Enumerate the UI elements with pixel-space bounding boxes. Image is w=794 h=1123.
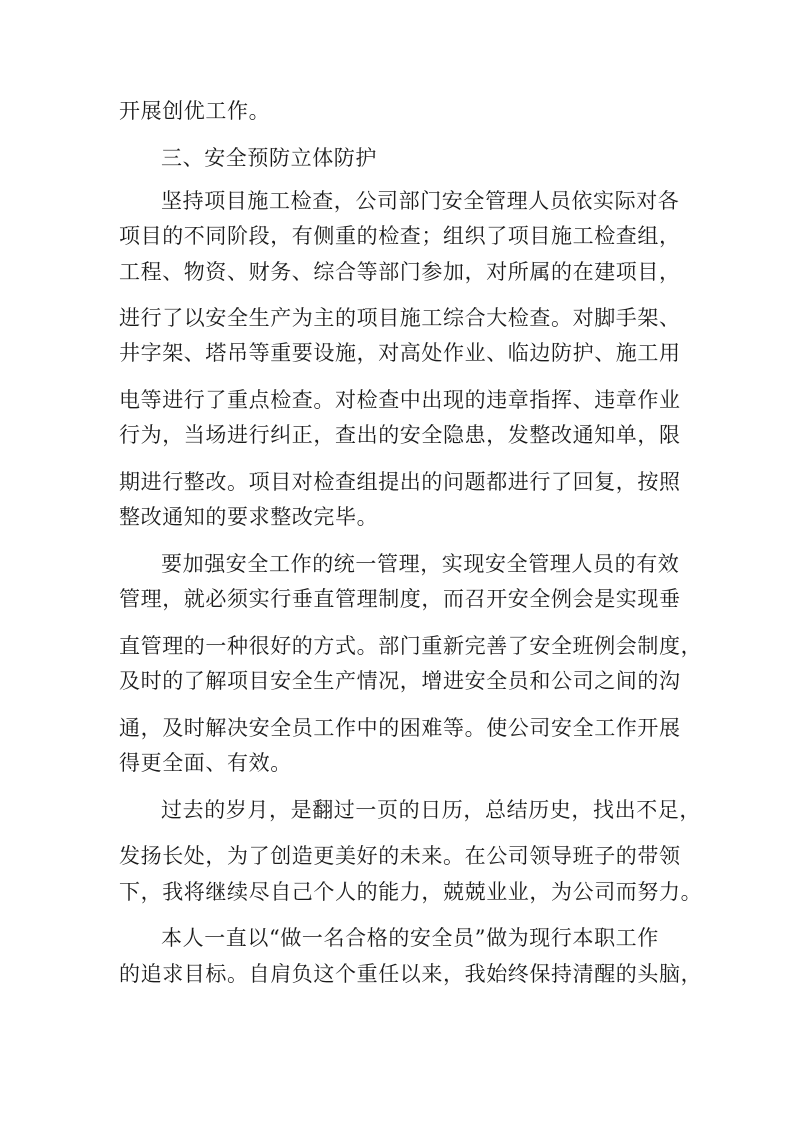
section-heading: 三、安全预防立体防护 [161, 146, 377, 170]
paragraph-line: 工程、物资、财务、综合等部门参加，对所属的在建项目， [119, 260, 681, 284]
paragraph-line: 进行了以安全生产为主的项目施工综合大检查。对脚手架、 [119, 306, 681, 330]
paragraph-line: 管理，就必须实行垂直管理制度，而召开安全例会是实现垂 [119, 587, 681, 611]
paragraph-line: 过去的岁月，是翻过一页的日历，总结历史，找出不足， [161, 798, 701, 822]
paragraph-line: 项目的不同阶段，有侧重的检查；组织了项目施工检查组， [119, 224, 681, 248]
paragraph-line: 开展创优工作。 [119, 99, 271, 123]
paragraph-line: 及时的了解项目安全生产情况，增进安全员和公司之间的沟 [119, 669, 681, 693]
paragraph-line: 期进行整改。项目对检查组提出的问题都进行了回复，按照 [119, 470, 681, 494]
paragraph-line: 的追求目标。自肩负这个重任以来，我始终保持清醒的头脑， [119, 962, 703, 986]
paragraph-line: 通，及时解决安全员工作中的困难等。使公司安全工作开展 [119, 716, 681, 740]
paragraph-line: 要加强安全工作的统一管理，实现安全管理人员的有效 [161, 552, 680, 576]
paragraph-line: 发扬长处，为了创造更美好的未来。在公司领导班子的带领 [119, 844, 681, 868]
paragraph-line: 电等进行了重点检查。对检查中出现的违章指挥、违章作业 [119, 388, 681, 412]
paragraph-line: 本人一直以“做一名合格的安全员”做为现行本职工作 [161, 926, 659, 950]
paragraph-line: 直管理的一种很好的方式。部门重新完善了安全班例会制度， [119, 634, 703, 658]
paragraph-line: 行为，当场进行纠正，查出的安全隐患，发整改通知单，限 [119, 423, 681, 447]
paragraph-line: 整改通知的要求整改完毕。 [119, 505, 379, 529]
paragraph-line: 得更全面、有效。 [119, 751, 292, 775]
paragraph-line: 坚持项目施工检查，公司部门安全管理人员依实际对各 [161, 189, 680, 213]
paragraph-line: 井字架、塔吊等重要设施，对高处作业、临边防护、施工用 [119, 341, 681, 365]
paragraph-line: 下，我将继续尽自己个人的能力，兢兢业业，为公司而努力。 [119, 880, 703, 904]
